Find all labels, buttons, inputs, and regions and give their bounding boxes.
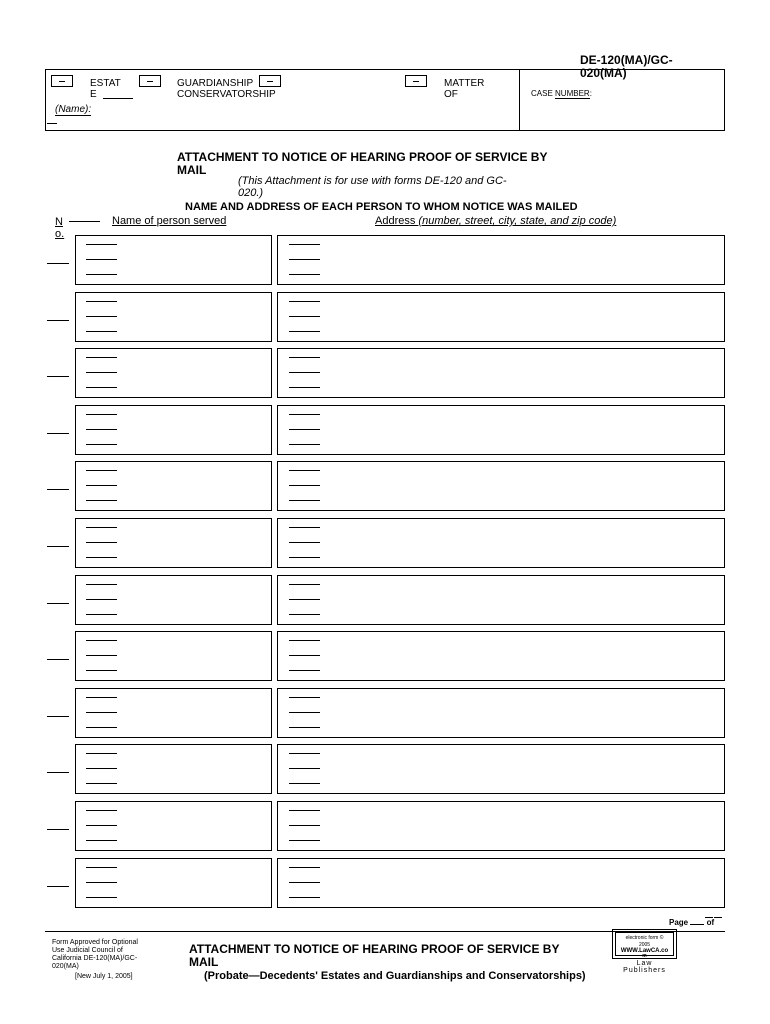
address-cell[interactable]	[277, 405, 725, 455]
name-cell[interactable]	[75, 348, 272, 398]
address-blank-line	[289, 867, 320, 868]
name-blank-line	[86, 712, 117, 713]
name-cell[interactable]	[75, 858, 272, 908]
address-blank-line	[289, 727, 320, 728]
address-blank-line	[289, 414, 320, 415]
name-blank-line	[86, 429, 117, 430]
address-blank-line	[289, 485, 320, 486]
name-blank-line	[86, 727, 117, 728]
address-blank-line	[289, 274, 320, 275]
address-blank-line	[289, 500, 320, 501]
conservatorship-checkbox[interactable]	[259, 75, 281, 87]
row-number-field[interactable]	[47, 546, 69, 547]
name-blank-line	[86, 542, 117, 543]
name-cell[interactable]	[75, 575, 272, 625]
no-column-header: N o.	[55, 216, 65, 240]
address-blank-line	[289, 301, 320, 302]
address-cell[interactable]	[277, 688, 725, 738]
name-blank-line	[86, 584, 117, 585]
page-total-line-2	[714, 917, 722, 918]
estate-checkbox[interactable]	[51, 75, 73, 87]
logo-url-tail: m	[642, 953, 647, 959]
footer-subtitle: (Probate—Decedents' Estates and Guardianships and Conservatorships)	[204, 970, 586, 982]
logo-publisher-1: Law	[636, 960, 653, 967]
publisher-logo	[612, 929, 677, 959]
address-blank-line	[289, 825, 320, 826]
name-blank-line	[86, 614, 117, 615]
address-cell[interactable]	[277, 631, 725, 681]
row-number-field[interactable]	[47, 489, 69, 490]
address-blank-line	[289, 542, 320, 543]
address-cell[interactable]	[277, 461, 725, 511]
name-blank-line	[86, 444, 117, 445]
row-number-field[interactable]	[47, 829, 69, 830]
no-header-line	[69, 221, 100, 222]
name-label: (Name):	[55, 104, 92, 115]
name-cell[interactable]	[75, 405, 272, 455]
address-blank-line	[289, 429, 320, 430]
logo-text-1: electronic form ©	[625, 935, 664, 941]
address-cell[interactable]	[277, 518, 725, 568]
address-cell[interactable]	[277, 744, 725, 794]
name-blank-line	[86, 500, 117, 501]
address-blank-line	[289, 810, 320, 811]
address-blank-line	[289, 753, 320, 754]
case-number-label: CASE NUMBER:	[531, 89, 592, 98]
address-blank-line	[289, 614, 320, 615]
name-cell[interactable]	[75, 801, 272, 851]
name-blank-line	[86, 331, 117, 332]
address-blank-line	[289, 599, 320, 600]
row-number-field[interactable]	[47, 263, 69, 264]
address-blank-line	[289, 640, 320, 641]
footer-approval: Form Approved for Optional Use Judicial Council of California DE-120(MA)/GC-020(MA)	[52, 939, 138, 970]
name-blank-line	[86, 527, 117, 528]
address-blank-line	[289, 768, 320, 769]
address-blank-line	[289, 387, 320, 388]
name-blank-line	[86, 316, 117, 317]
row-number-field[interactable]	[47, 376, 69, 377]
address-blank-line	[289, 331, 320, 332]
address-blank-line	[289, 557, 320, 558]
footer-title: ATTACHMENT TO NOTICE OF HEARING PROOF OF SERVICE BY MAIL	[189, 942, 560, 969]
name-cell[interactable]	[75, 688, 272, 738]
name-blank-line	[86, 810, 117, 811]
name-blank-line	[86, 825, 117, 826]
address-blank-line	[289, 470, 320, 471]
address-cell[interactable]	[277, 858, 725, 908]
row-number-field[interactable]	[47, 886, 69, 887]
section-title: NAME AND ADDRESS OF EACH PERSON TO WHOM NOTICE WAS MAILED	[185, 201, 578, 213]
guardianship-checkbox[interactable]	[139, 75, 161, 87]
address-blank-line	[289, 244, 320, 245]
name-blank-line	[86, 274, 117, 275]
name-blank-line	[86, 783, 117, 784]
name-cell[interactable]	[75, 631, 272, 681]
row-number-field[interactable]	[47, 603, 69, 604]
address-cell[interactable]	[277, 348, 725, 398]
row-number-field[interactable]	[47, 320, 69, 321]
form-code: DE-120(MA)/GC-020(MA)	[580, 53, 673, 80]
address-blank-line	[289, 897, 320, 898]
name-cell[interactable]	[75, 518, 272, 568]
logo-publisher-2: Publishers	[623, 967, 666, 974]
address-cell[interactable]	[277, 235, 725, 285]
name-blank-line	[86, 485, 117, 486]
page-title: ATTACHMENT TO NOTICE OF HEARING PROOF OF SERVICE BY MAIL	[177, 150, 548, 177]
address-blank-line	[289, 783, 320, 784]
caption-divider	[519, 69, 520, 131]
name-blank-line	[86, 697, 117, 698]
address-blank-line	[289, 712, 320, 713]
logo-url: WWW.LawCA.co	[620, 948, 669, 954]
address-blank-line	[289, 882, 320, 883]
row-number-field[interactable]	[47, 716, 69, 717]
name-blank-line	[86, 882, 117, 883]
name-blank-line	[86, 640, 117, 641]
address-blank-line	[289, 372, 320, 373]
row-number-field[interactable]	[47, 433, 69, 434]
name-blank-line	[86, 897, 117, 898]
guardianship-label: GUARDIANSHIP CONSERVATORSHIP	[177, 78, 276, 100]
name-blank-line	[86, 840, 117, 841]
name-cell[interactable]	[75, 235, 272, 285]
name-blank-line	[86, 670, 117, 671]
logo-text-2: 2005	[638, 942, 651, 948]
name-blank-line	[86, 259, 117, 260]
row-number-field[interactable]	[47, 772, 69, 773]
address-blank-line	[289, 259, 320, 260]
name-blank-line	[86, 557, 117, 558]
name-blank-line	[86, 599, 117, 600]
name-blank-line	[86, 244, 117, 245]
address-blank-line	[289, 670, 320, 671]
page-total-line	[705, 917, 713, 918]
address-cell[interactable]	[277, 575, 725, 625]
address-blank-line	[289, 584, 320, 585]
page-indicator: Page of	[669, 918, 715, 927]
address-column-header: Address (number, street, city, state, and zip code)	[375, 215, 617, 227]
name-field-line[interactable]	[47, 123, 57, 124]
address-blank-line	[289, 444, 320, 445]
estate-label: ESTAT E	[90, 78, 121, 100]
name-blank-line	[86, 655, 117, 656]
name-column-header: Name of person served	[112, 215, 227, 227]
row-number-field[interactable]	[47, 659, 69, 660]
name-cell[interactable]	[75, 461, 272, 511]
name-blank-line	[86, 387, 117, 388]
page-subtitle: (This Attachment is for use with forms DE-120 and GC-020.)	[238, 175, 507, 199]
address-blank-line	[289, 316, 320, 317]
name-blank-line	[86, 753, 117, 754]
name-blank-line	[86, 301, 117, 302]
address-cell[interactable]	[277, 292, 725, 342]
name-blank-line	[86, 768, 117, 769]
name-blank-line	[86, 414, 117, 415]
address-blank-line	[289, 527, 320, 528]
footer-date: [New July 1, 2005]	[75, 973, 133, 980]
matter-checkbox[interactable]	[405, 75, 427, 87]
estate-underline	[103, 98, 133, 99]
address-blank-line	[289, 697, 320, 698]
name-cell[interactable]	[75, 292, 272, 342]
name-blank-line	[86, 867, 117, 868]
name-cell[interactable]	[75, 744, 272, 794]
address-blank-line	[289, 840, 320, 841]
name-blank-line	[86, 357, 117, 358]
address-blank-line	[289, 655, 320, 656]
address-cell[interactable]	[277, 801, 725, 851]
matter-label: MATTER OF	[444, 78, 485, 100]
address-blank-line	[289, 357, 320, 358]
name-blank-line	[86, 372, 117, 373]
name-blank-line	[86, 470, 117, 471]
